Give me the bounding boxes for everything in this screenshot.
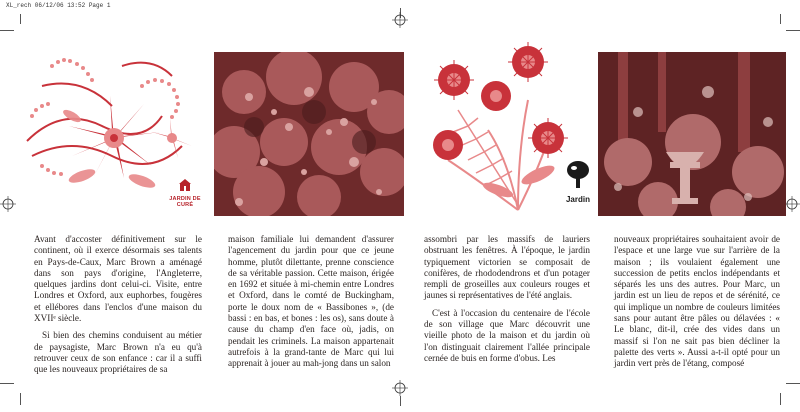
body-paragraph: maison familiale lui demandent d'assurer l'agencement du jardin pour que ce jeune homme, plutôt dilettante, prenne conscience de sa véritable passion. Cette maison, érigée en 1692 et située à mi-chemin entre Londres et Oxford, dans le comté de Buckingham, porte le doux nom de « Bassibones », (de bassi : en bas, et bones : les os), sans doute à cause du champ d'en face où, jadis, on pendait les criminels. La maison appartenait autrefois à la grand-tante de Marc qui lui apprenait à jouer au mah-jong dans un salon — [228, 234, 394, 369]
crop-mark-top-right-v — [780, 14, 781, 24]
house-icon — [179, 179, 191, 191]
garden-photo-2 — [598, 52, 786, 216]
body-paragraph: assombri par les massifs de lauriers obstruant les fenêtres. À l'époque, le jardin typiquement victorien se composait de conifères, de rhododendrons et d'un potager rempli de groseilles aux couleurs rouges et jaunes si représentatives de l'été anglais. — [424, 234, 590, 301]
registration-mark-top — [392, 12, 408, 28]
body-paragraph: C'est à l'occasion du centenaire de l'école de son village que Marc découvrit une vieille photo de la maison et du jardin où l'on distinguait clairement l'allée principale cernée de buis en forme d'obus. Les — [424, 307, 590, 363]
text-column-4 — [614, 234, 780, 376]
garden-photo-1 — [214, 52, 404, 216]
crop-mark-top-left-h — [0, 30, 14, 31]
registration-mark-right — [784, 196, 800, 212]
jardin-tree-logo — [558, 160, 598, 204]
crop-mark-top-right-h — [786, 30, 800, 31]
crop-mark-bottom-right-v — [780, 393, 781, 405]
intro-paragraph: Avant d'accoster définitivement sur le continent, où il exerce désormais ses talents en Pays-de-Caux, Marc Brown a aménagé dans son pays d'origine, l'Angleterre, quelques jardins dont celui-ci. Visite, entre Londres et Oxford, aux euphorbes, fougères et ellébores dans l'enclos d'une maison du XVIIᵉ siècle. — [34, 234, 202, 324]
printer-slug: XL_rech 06/12/06 13:52 Page 1 — [6, 2, 111, 9]
flower-illustration-panel — [22, 46, 210, 216]
registration-mark-bottom — [392, 380, 408, 396]
text-column-2 — [228, 234, 394, 376]
garden-photo-2-image — [598, 52, 786, 216]
crop-mark-bottom-left-v — [20, 393, 21, 405]
crop-mark-top-left-v — [20, 14, 21, 24]
jardin-de-cure-logo — [162, 178, 208, 208]
text-column-3 — [424, 234, 590, 370]
crop-mark-bottom-center — [400, 396, 401, 406]
tree-logo-caption: Jardin — [565, 195, 590, 204]
body-paragraph: Si bien des chemins conduisent au métier de paysagiste, Marc Brown n'a eu qu'à retrouver ceux de son enfance : car il a suffi que les nouveaux propriétaires de sa — [34, 330, 202, 375]
crop-mark-bottom-left-h — [0, 383, 14, 384]
registration-mark-left — [0, 196, 16, 212]
garden-photo-1-image — [214, 52, 404, 216]
body-paragraph: nouveaux propriétaires souhaitaient avoir de l'espace et une large vue sur l'arrière de la maison ; ils voulaient également une succession de petits enclos indépendants et séparés les uns des autres. Pour Marc, un jardin est un lieu de repos et de sérénité, ce qui implique un nombre de couleurs limitées sans pour autant être pâles ou délavées : « Le blanc, dit-il, crée des vides dans un massif si l'on ne sait pas bien décliner la palette des verts ». Aussi a-t-il opté pour un jardin vert près de l'étang, composé — [614, 234, 780, 369]
text-column-1 — [34, 234, 202, 382]
logo-caption: JARDIN DE CURÉ — [169, 196, 201, 208]
tree-icon — [566, 160, 590, 190]
plant-illustration-panel — [418, 40, 600, 218]
crop-mark-bottom-right-h — [786, 383, 800, 384]
